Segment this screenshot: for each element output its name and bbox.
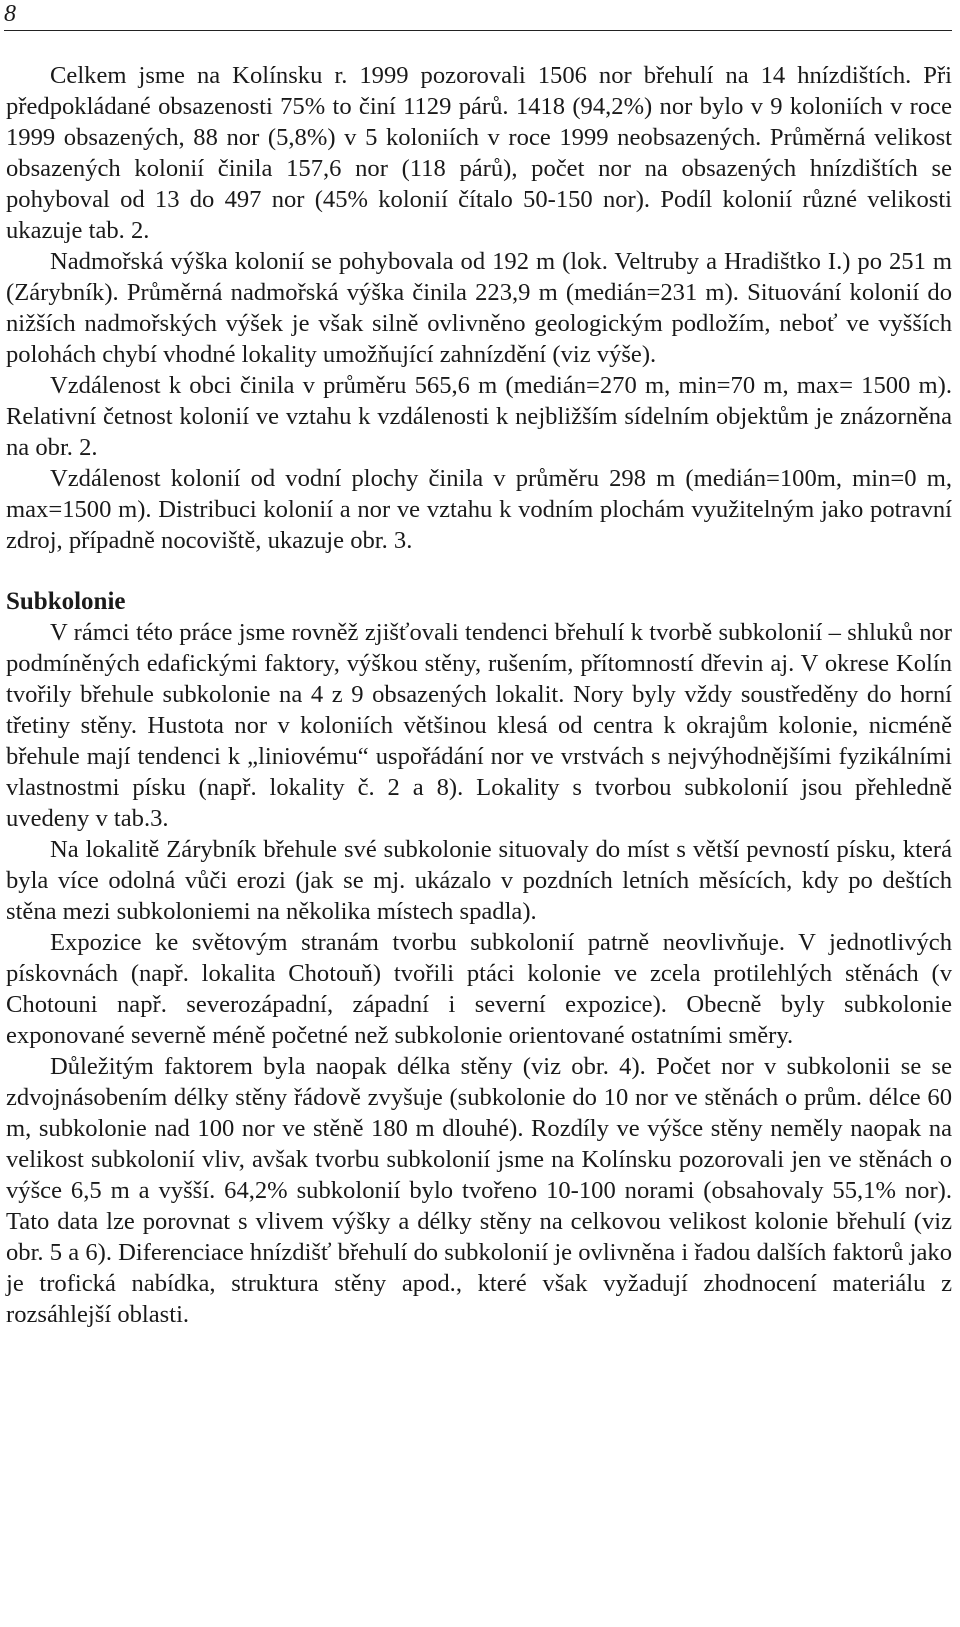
paragraph-zarybnik: Na lokalitě Zárybník břehule své subkolonie situovaly do míst s větší pevností písku, která byla více odolná vůči erozi (jak se mj. ukázalo v pozdních letních měsících, kdy po deštích stěna mezi subkoloniemi na několika místech spadla). [6, 836, 952, 925]
paragraph-wall-length: Důležitým faktorem byla naopak délka stěny (viz obr. 4). Počet nor v subkolonii se se zdvojnásobením délky stěny řádově zvyšuje (subkolonie do 10 nor ve stěnách o prům. délce 60 m, subkolonie nad 100 nor ve stěně 180 m dlouhé). Rozdíly ve výšce stěny neměly naopak na velikost subkolonií vliv, avšak tvorbu subkolonií jsme na Kolínsku pozorovali jen ve stěnách o výšce 6,5 m a vyšší. 64,2% subkolonií bylo tvořeno 10-100 norami (obsahovaly 55,1% nor). Tato data lze porovnat s vlivem výšky a délky stěny na celkovou velikost kolonie břehulí (viz obr. 5 a 6). Diferenciace hnízdišť břehulí do subkolonií je ovlivněna i řadou dalších faktorů jako je trofická nabídka, struktura stěny apod., které však vyžadují zhodnocení materiálu z rozsáhlejší oblasti. [6, 1053, 952, 1328]
section-title: Subkolonie [6, 588, 126, 615]
paragraph-distance-water: Vzdálenost kolonií od vodní plochy činila v průměru 298 m (medián=100m, min=0 m, max=1500 m). Distribuci kolonií a nor ve vztahu k vodním plochám využitelným jako potravní zdroj, případně nocoviště, ukazuje obr. 3. [6, 465, 952, 554]
page-number: 8 [4, 1, 16, 27]
paragraph-altitude: Nadmořská výška kolonií se pohybovala od 192 m (lok. Veltruby a Hradištko I.) po 251 m (Zárybník). Průměrná nadmořská výška činila 223,9 m (medián=231 m). Situování kolonií do nižších nadmořských výšek je však silně ovlivněno geologickým podložím, neboť ve vyšších polohách chybí vhodné lokality umožňující zahnízdění (viz výše). [6, 248, 952, 368]
paragraph-subcolonies-intro: V rámci této práce jsme rovněž zjišťovali tendenci břehulí k tvorbě subkolonií – shluků nor podmíněných edafickými faktory, výškou stěny, rušením, přítomností dřevin aj. V okrese Kolín tvořily břehule subkolonie na 4 z 9 obsazených lokalit. Nory byly vždy soustředěny do horní třetiny stěny. Hustota nor v koloniích většinou klesá od centra k okrajům kolonie, nicméně břehule mají tendenci k „liniovému“ uspořádání nor ve vrstvách s nejvýhodnějšími fyzikálními vlastnostmi písku (např. lokality č. 2 a 8). Lokality s tvorbou subkolonií jsou přehledně uvedeny v tab.3. [6, 619, 952, 832]
paragraph-exposition: Expozice ke světovým stranám tvorbu subkolonií patrně neovlivňuje. V jednotlivých pískovnách (např. lokalita Chotouň) tvořili ptáci kolonie ve zcela protilehlých stěnách (v Chotouni např. severozápadní, západní i severní expozice). Obecně byly subkolonie exponované severně méně početné než subkolonie orientované ostatními směry. [6, 929, 952, 1049]
paragraph-distance-village: Vzdálenost k obci činila v průměru 565,6 m (medián=270 m, min=70 m, max= 1500 m). Relativní četnost kolonií ve vztahu k vzdálenosti k nejbližším sídelním objektům je znázorněna na obr. 2. [6, 372, 952, 461]
paragraph-nesting-totals: Celkem jsme na Kolínsku r. 1999 pozorovali 1506 nor břehulí na 14 hnízdištích. Při předpokládané obsazenosti 75% to činí 1129 párů. 1418 (94,2%) nor bylo v 9 koloniích v roce 1999 obsazených, 88 nor (5,8%) v 5 koloniích v roce 1999 neobsazených. Průměrná velikost obsazených kolonií činila 157,6 nor (118 párů), počet nor na obsazených hnízdištích se pohyboval od 13 do 497 nor (45% kolonií čítalo 50-150 nor). Podíl kolonií různé velikosti ukazuje tab. 2. [6, 62, 952, 244]
page-header [4, 0, 952, 31]
document-body [6, 60, 952, 1330]
